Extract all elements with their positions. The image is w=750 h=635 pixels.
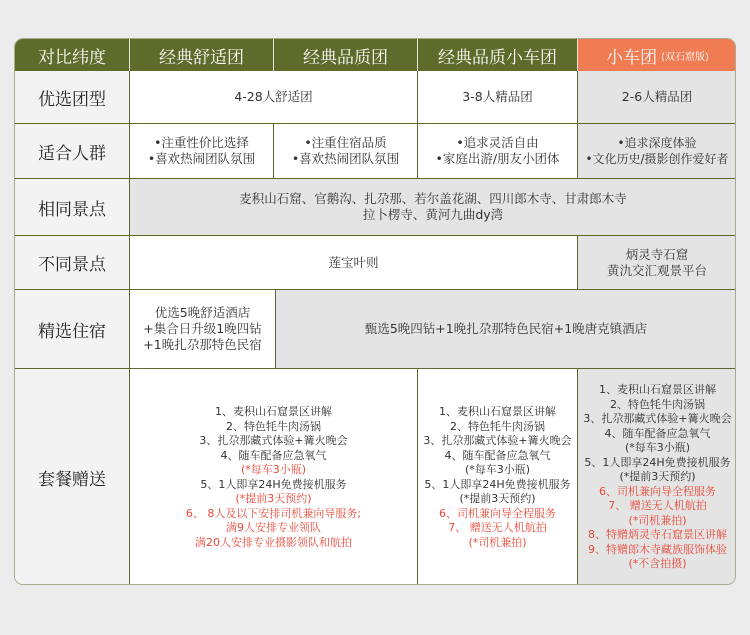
- hotel-col1-line: 优选5晚舒适酒店: [154, 305, 251, 320]
- row-label-same-spots: 相同景点: [15, 179, 130, 236]
- package-item: 4、随车配备应急氧气: [220, 448, 327, 462]
- package-item: 8、特赠炳灵寺石窟景区讲解: [588, 528, 727, 542]
- audience-col1: [130, 124, 274, 179]
- package-item: (*每车3小瓶): [624, 441, 691, 455]
- audience-col2-line: •注重住宿品质: [304, 135, 387, 150]
- audience-col4: [578, 124, 736, 179]
- audience-col1-line: •注重性价比选择: [154, 135, 249, 150]
- package-item: 1、麦积山石窟景区讲解: [439, 405, 556, 418]
- package-item: 4、随车配备应急氧气: [444, 448, 551, 462]
- header-col-comfort: 经典舒适团: [130, 39, 274, 71]
- different-spots-col4-line: 黄氿交汇观景平台: [606, 262, 707, 278]
- hotel-col1-line: +集合日升级1晚四钻: [143, 321, 262, 336]
- package-item: 6、司机兼向导全程服务: [439, 506, 556, 520]
- package-item: (*司机兼拍): [468, 535, 527, 549]
- row-label-group-type: 优选团型: [15, 71, 130, 124]
- hotel-col1: [130, 290, 276, 369]
- group-type-col12: 4-28人舒适团: [130, 71, 418, 124]
- header-col-small-car-quality: 经典品质小车团: [418, 39, 578, 71]
- package-col3: [418, 369, 578, 585]
- package-item: 5、1人即享24H免费接机服务: [424, 477, 571, 491]
- comparison-table: [14, 38, 736, 585]
- package-item: 满9人安排专业领队: [226, 521, 321, 534]
- hotel-col1-line: +1晚扎尕那特色民宿: [143, 337, 262, 352]
- header-col-small-car: [578, 39, 736, 71]
- package-item: (*司机兼拍): [628, 513, 687, 527]
- same-spots-content: [130, 179, 736, 236]
- package-item: 9、特赠郎木寺藏族服饰体验: [588, 542, 727, 556]
- package-item: (*提前3天预约): [459, 492, 536, 505]
- different-spots-col4: [578, 236, 736, 290]
- row-label-audience: 适合人群: [15, 124, 130, 179]
- package-item: 3、扎尕那藏式体验+篝火晚会: [423, 434, 572, 447]
- package-item: 1、麦积山石窟景区讲解: [215, 405, 332, 418]
- package-item: 2、特色牦牛肉汤锅: [610, 397, 705, 411]
- audience-col1-line: •喜欢热闹团队氛围: [147, 151, 256, 166]
- package-item: 5、1人即享24H免费接机服务: [584, 455, 731, 469]
- audience-col4-line: •追求深度体验: [617, 136, 697, 150]
- package-item: 6、司机兼向导全程服务: [599, 484, 716, 498]
- package-item: (*提前3天预约): [235, 492, 312, 505]
- package-item: 7、 赠送无人机航拍: [608, 499, 707, 513]
- package-item: 2、特色牦牛肉汤锅: [450, 419, 545, 433]
- package-col12: [130, 369, 418, 585]
- header-col-quality: 经典品质团: [274, 39, 418, 71]
- header-col4-title: 小车团: [606, 47, 658, 68]
- audience-col2: [274, 124, 418, 179]
- different-spots-col123: 莲宝叶则: [130, 236, 578, 290]
- group-type-col4: 2-6人精品团: [578, 71, 736, 124]
- audience-col3-line: •家庭出游/朋友小团体: [435, 151, 560, 166]
- row-label-different-spots: 不同景点: [15, 236, 130, 290]
- package-col4: [578, 369, 736, 585]
- group-type-col3: 3-8人精品团: [418, 71, 578, 124]
- package-item: 满20人安排专业摄影领队和航拍: [195, 535, 352, 549]
- header-corner: 对比纬度: [15, 39, 130, 71]
- row-label-package: 套餐赠送: [15, 369, 130, 585]
- audience-col3-line: •追求灵活自由: [456, 135, 539, 150]
- package-item: 5、1人即享24H免费接机服务: [200, 477, 347, 491]
- hotel-col234: 甄选5晚四钻+1晚扎尕那特色民宿+1晚唐克镇酒店: [276, 290, 736, 369]
- package-item: (*提前3天预约): [619, 470, 696, 484]
- package-item: 1、麦积山石窟景区讲解: [599, 383, 716, 397]
- package-item: 7、 赠送无人机航拍: [448, 521, 547, 534]
- audience-col4-line: •文化历史/摄影创作爱好者: [585, 152, 729, 166]
- package-item: 3、扎尕那藏式体验+篝火晚会: [199, 434, 348, 447]
- package-item: 3、扎尕那藏式体验+篝火晚会: [583, 412, 732, 426]
- same-spots-line: 拉卜楞寺、黄河九曲dy湾: [362, 207, 504, 222]
- row-label-hotel: 精选住宿: [15, 290, 130, 369]
- package-item: 6、 8人及以下安排司机兼向导服务;: [185, 506, 362, 520]
- audience-col2-line: •喜欢热闹团队氛围: [291, 151, 400, 166]
- package-item: 2、特色牦牛肉汤锅: [226, 419, 321, 433]
- audience-col3: [418, 124, 578, 179]
- package-item: (*每车3小瓶): [240, 463, 307, 476]
- package-item: (*不含拍摄): [628, 557, 687, 571]
- same-spots-line: 麦积山石窟、官鹅沟、扎尕那、若尔盖花湖、四川郎木寺、甘肃郎木寺: [239, 191, 627, 206]
- package-item: 4、随车配备应急氧气: [604, 426, 711, 440]
- different-spots-col4-line: 炳灵寺石窟: [625, 246, 689, 262]
- package-item: (*每车3小瓶): [464, 463, 531, 476]
- header-col4-subtitle: (双石窟版): [661, 51, 709, 63]
